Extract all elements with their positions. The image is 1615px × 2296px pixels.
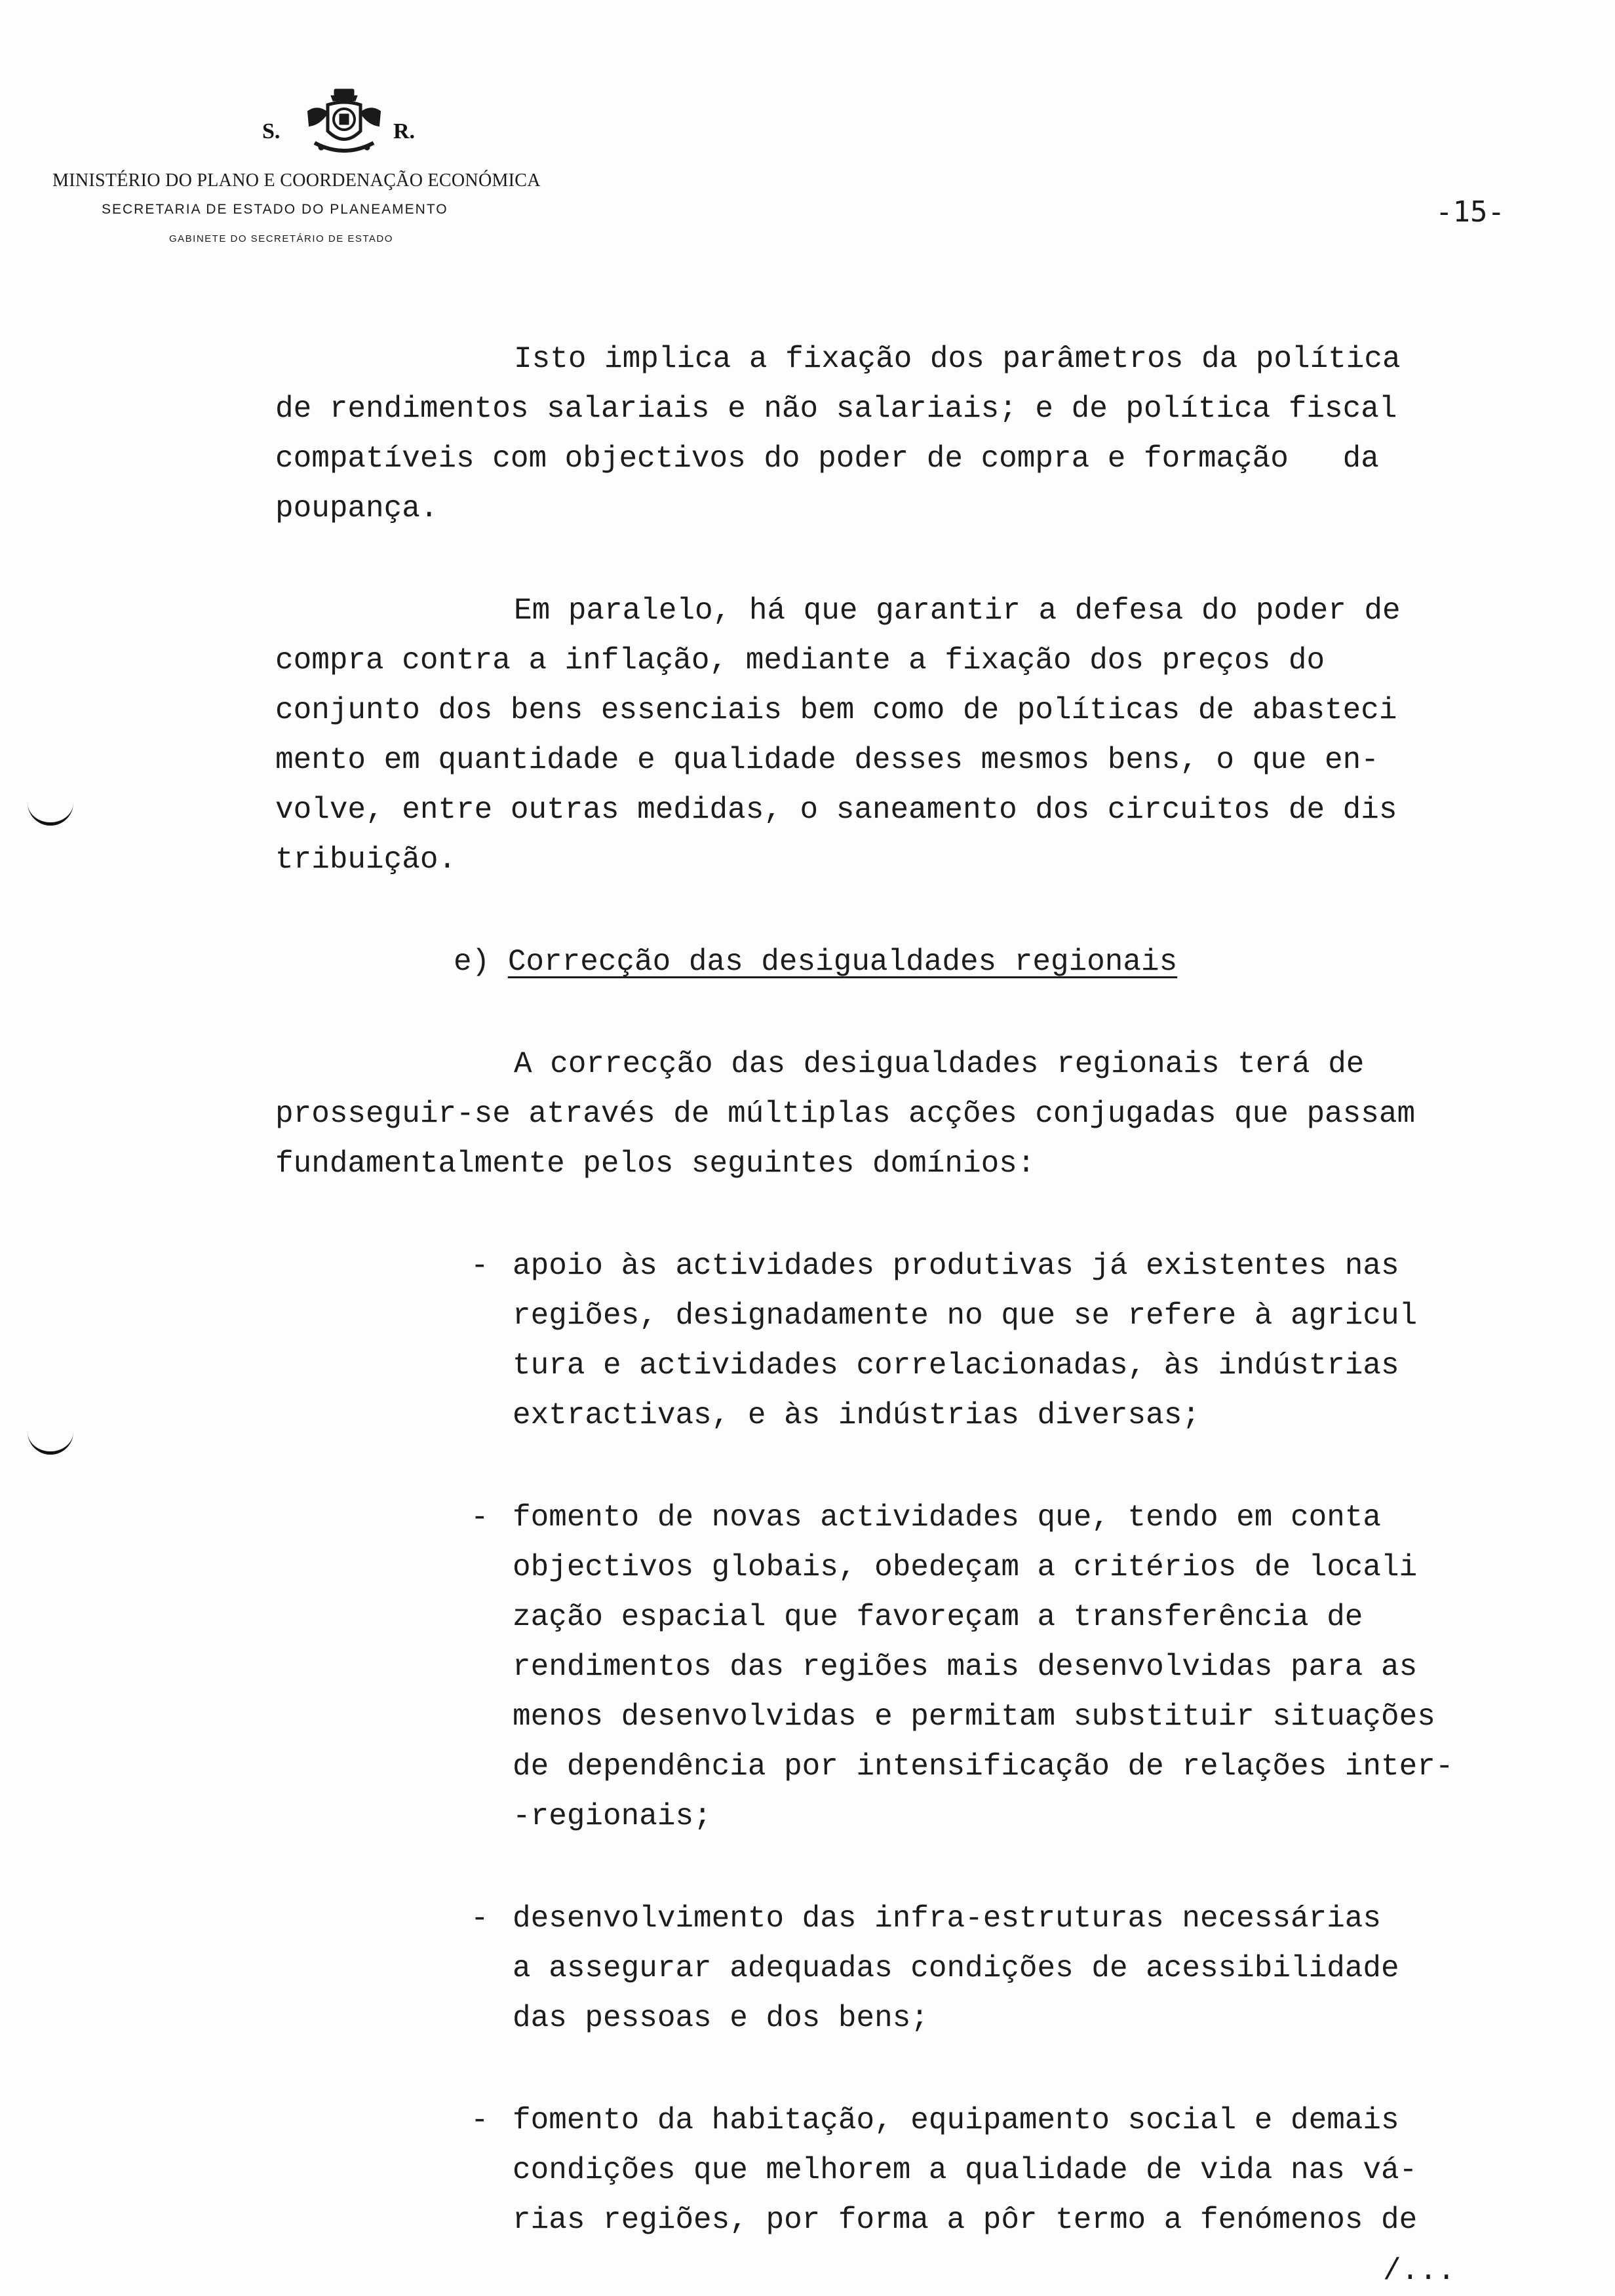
coat-of-arms-icon bbox=[302, 85, 387, 164]
text-line: mento em quantidade e qualidade desses mesmos bens, o que en- bbox=[275, 743, 1379, 777]
bullet-item bbox=[275, 1493, 1521, 1841]
binding-hole-mark bbox=[28, 796, 73, 826]
section-label: e) bbox=[454, 945, 490, 979]
text-line: regiões, designadamente no que se refere à agricul bbox=[513, 1299, 1418, 1333]
text-line: conjunto dos bens essenciais bem como de políticas de abasteci bbox=[275, 693, 1397, 727]
text-line: -regionais; bbox=[513, 1799, 712, 1833]
text-line: Isto implica a fixação dos parâmetros da política bbox=[514, 342, 1401, 376]
text-line: desenvolvimento das infra-estruturas necessárias bbox=[513, 1902, 1382, 1936]
paragraph-2 bbox=[275, 586, 1521, 885]
text-line: zação espacial que favoreçam a transferência de bbox=[513, 1600, 1363, 1634]
text-line: fomento de novas actividades que, tendo em conta bbox=[513, 1501, 1382, 1535]
text-line: prosseguir-se através de múltiplas acções conjugadas que passam bbox=[275, 1097, 1416, 1131]
text-line: apoio às actividades produtivas já existentes nas bbox=[513, 1249, 1399, 1283]
text-line: de rendimentos salariais e não salariais; e de política fiscal bbox=[275, 392, 1397, 426]
text-line: fomento da habitação, equipamento social e demais bbox=[513, 2103, 1399, 2137]
text-line: a assegurar adequadas condições de acessibilidade bbox=[513, 1951, 1399, 1985]
bullet-item bbox=[275, 1241, 1521, 1440]
text-line: fundamentalmente pelos seguintes domínios: bbox=[275, 1147, 1036, 1181]
section-title: Correcção das desigualdades regionais bbox=[507, 945, 1178, 979]
continuation-mark: /... bbox=[1383, 2254, 1456, 2288]
document-body bbox=[275, 334, 1521, 2245]
seal-row bbox=[256, 85, 452, 170]
text-line: volve, entre outras medidas, o saneamento dos circuitos de dis bbox=[275, 793, 1397, 827]
text-line: compatíveis com objectivos do poder de compra e formação da bbox=[275, 442, 1379, 476]
text-line: tribuição. bbox=[275, 843, 457, 877]
ministry-name: MINISTÉRIO DO PLANO E COORDENAÇÃO ECONÓMICA bbox=[52, 170, 541, 191]
text-line: de dependência por intensificação de relações inter- bbox=[513, 1750, 1454, 1784]
text-line: poupança. bbox=[275, 491, 438, 526]
text-line: Em paralelo, há que garantir a defesa do poder de bbox=[514, 594, 1401, 628]
binding-hole-mark bbox=[28, 1425, 73, 1455]
bullet-dash: - bbox=[471, 1249, 489, 1283]
text-line: rias regiões, por forma a pôr termo a fenómenos de bbox=[513, 2203, 1418, 2237]
secretaria-name: SECRETARIA DE ESTADO DO PLANEAMENTO bbox=[102, 202, 448, 217]
text-line: compra contra a inflação, mediante a fixação dos preços do bbox=[275, 643, 1325, 678]
bullet-dash: - bbox=[471, 2103, 489, 2137]
text-line: das pessoas e dos bens; bbox=[513, 2001, 929, 2035]
seal-letter-s: S. bbox=[262, 119, 281, 144]
paragraph-3 bbox=[275, 1039, 1521, 1189]
bullet-item bbox=[275, 1894, 1521, 2043]
bullet-dash: - bbox=[471, 1501, 489, 1535]
bullet-dash: - bbox=[471, 1902, 489, 1936]
text-line: objectivos globais, obedeçam a critérios de locali bbox=[513, 1550, 1418, 1584]
gabinete-name: GABINETE DO SECRETÁRIO DE ESTADO bbox=[169, 233, 393, 244]
text-line: A correcção das desigualdades regionais terá de bbox=[514, 1047, 1365, 1081]
paragraph-1 bbox=[275, 334, 1521, 533]
text-line: extractivas, e às indústrias diversas; bbox=[513, 1398, 1200, 1432]
text-line: menos desenvolvidas e permitam substituir situações bbox=[513, 1700, 1435, 1734]
text-line: tura e actividades correlacionadas, às indústrias bbox=[513, 1349, 1399, 1383]
section-heading bbox=[275, 937, 1521, 987]
text-line: condições que melhorem a qualidade de vida nas vá- bbox=[513, 2153, 1418, 2187]
page-number: -15- bbox=[1435, 195, 1505, 229]
text-line: rendimentos das regiões mais desenvolvidas para as bbox=[513, 1650, 1418, 1684]
bullet-item bbox=[275, 2095, 1521, 2245]
seal-letter-r: R. bbox=[393, 119, 416, 144]
